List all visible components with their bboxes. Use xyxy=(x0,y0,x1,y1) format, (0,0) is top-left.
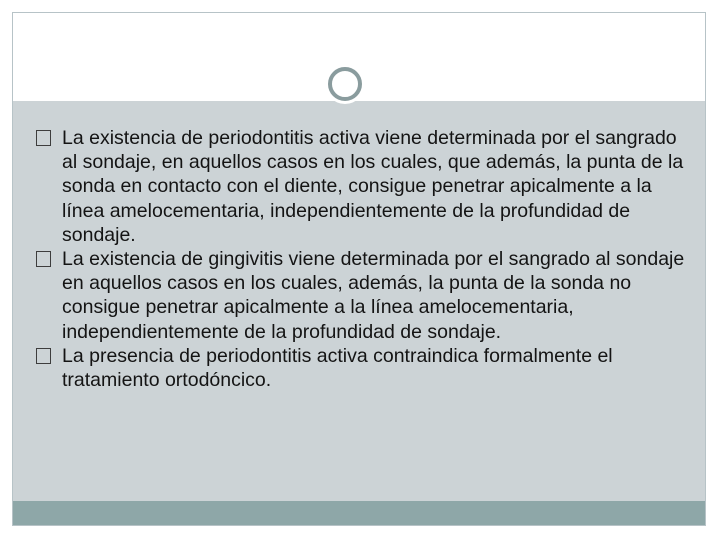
bullet-list xyxy=(36,126,686,392)
bullet-item xyxy=(36,126,686,247)
bullet-text: La existencia de periodontitis activa viene determinada por el sangrado al sondaje, en aquellos casos en los cuales, que además, la punta de la sonda en contacto con el diente, consigue penetrar apicalmente a la línea amelocementaria, independientemente de la profundidad de sondaje. xyxy=(62,127,684,246)
bottom-bar xyxy=(13,501,705,525)
bullet-item xyxy=(36,344,686,392)
square-bullet-icon xyxy=(36,348,51,364)
bullet-text: La existencia de gingivitis viene determinada por el sangrado al sondaje en aquellos casos en los cuales, además, la punta de la sonda no consigue penetrar apicalmente a la línea amelocementaria, independientemente de la profundidad de sondaje. xyxy=(62,248,685,343)
square-bullet-icon xyxy=(36,251,51,267)
circle-ornament-icon xyxy=(328,67,362,101)
square-bullet-icon xyxy=(36,130,51,146)
bullet-item xyxy=(36,247,686,344)
bullet-text: La presencia de periodontitis activa contraindica formalmente el tratamiento ortodóncico. xyxy=(62,344,613,392)
